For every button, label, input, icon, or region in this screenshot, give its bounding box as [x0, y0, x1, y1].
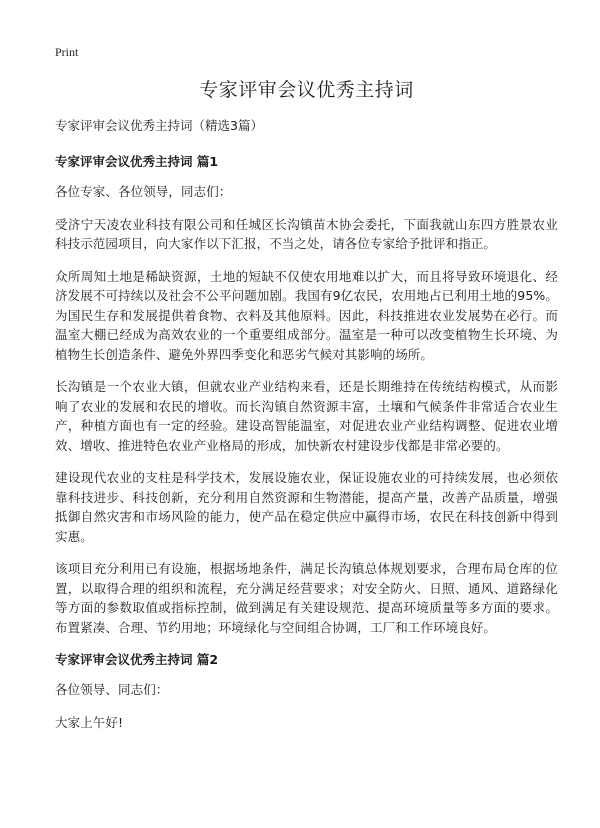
- print-link[interactable]: Print: [55, 45, 79, 59]
- document-subtitle: 专家评审会议优秀主持词（精选3篇）: [55, 118, 263, 133]
- greeting-paragraph: 各位专家、各位领导，同志们：: [55, 184, 232, 199]
- section-heading: 专家评审会议优秀主持词 篇1: [55, 154, 219, 169]
- section-1: [55, 152, 558, 637]
- section-heading: 专家评审会议优秀主持词 篇2: [55, 652, 219, 667]
- body-paragraph: 大家上午好!: [55, 714, 124, 730]
- page-title: 专家评审会议优秀主持词: [199, 79, 414, 101]
- body-paragraph: 该项目充分利用已有设施，根据场地条件，满足长沟镇总体规划要求，合理布局仓库的位置，以取得合理的组织和流程，充分满足经营要求；对安全防火、日照、通风、道路绿化等方面的参数取值或指标控制，做到满足有关建设规范、提高环境质量等多方面的要求。布置紧凑、合理、节约用地；环境绿化与空间组合协调，工厂和工作环境良好。: [55, 561, 558, 635]
- body-paragraph: 受济宁天凌农业科技有限公司和任城区长沟镇苗木协会委托，下面我就山东四方胜景农业科技示范园项目，向大家作以下汇报，不当之处，请各位专家给予批评和指正。: [55, 216, 558, 251]
- body-paragraph: 建设现代农业的支柱是科学技术，发展设施农业，保证设施农业的可持续发展，也必须依靠科技进步、科技创新，充分利用自然资源和生物潜能，提高产量，改善产品质量，增强抵御自然灾害和市场风险的能力，使产品在稳定供应中赢得市场，农民在科技创新中得到实惠。: [55, 470, 558, 544]
- section-2: [55, 650, 558, 732]
- greeting-paragraph: 各位领导、同志们：: [55, 682, 169, 697]
- body-paragraph: 长沟镇是一个农业大镇，但就农业产业结构来看，还是长期维持在传统结构模式，从而影响了农业的发展和农民的增收。而长沟镇自然资源丰富，土壤和气候条件非常适合农业生产，种植方面也有一定的经验。建设高智能温室，对促进农业产业结构调整、促进农业增效、增收、推进特色农业产业格局的形成，加快新农村建设步伐都是非常必要的。: [55, 379, 558, 453]
- body-paragraph: 众所周知土地是稀缺资源，土地的短缺不仅使农用地难以扩大，而且将导致环境退化、经济发展不可持续以及社会不公平问题加剧。我国有9亿农民，农用地占已利用土地的95%。为国民生存和发展提供着食物、衣料及其他原料。因此，科技推进农业发展势在必行。而温室大棚已经成为高效农业的一个重要组成部分。温室是一种可以改变植物生长环境、为植物生长创造条件、避免外界四季变化和恶劣气候对其影响的场所。: [55, 268, 558, 362]
